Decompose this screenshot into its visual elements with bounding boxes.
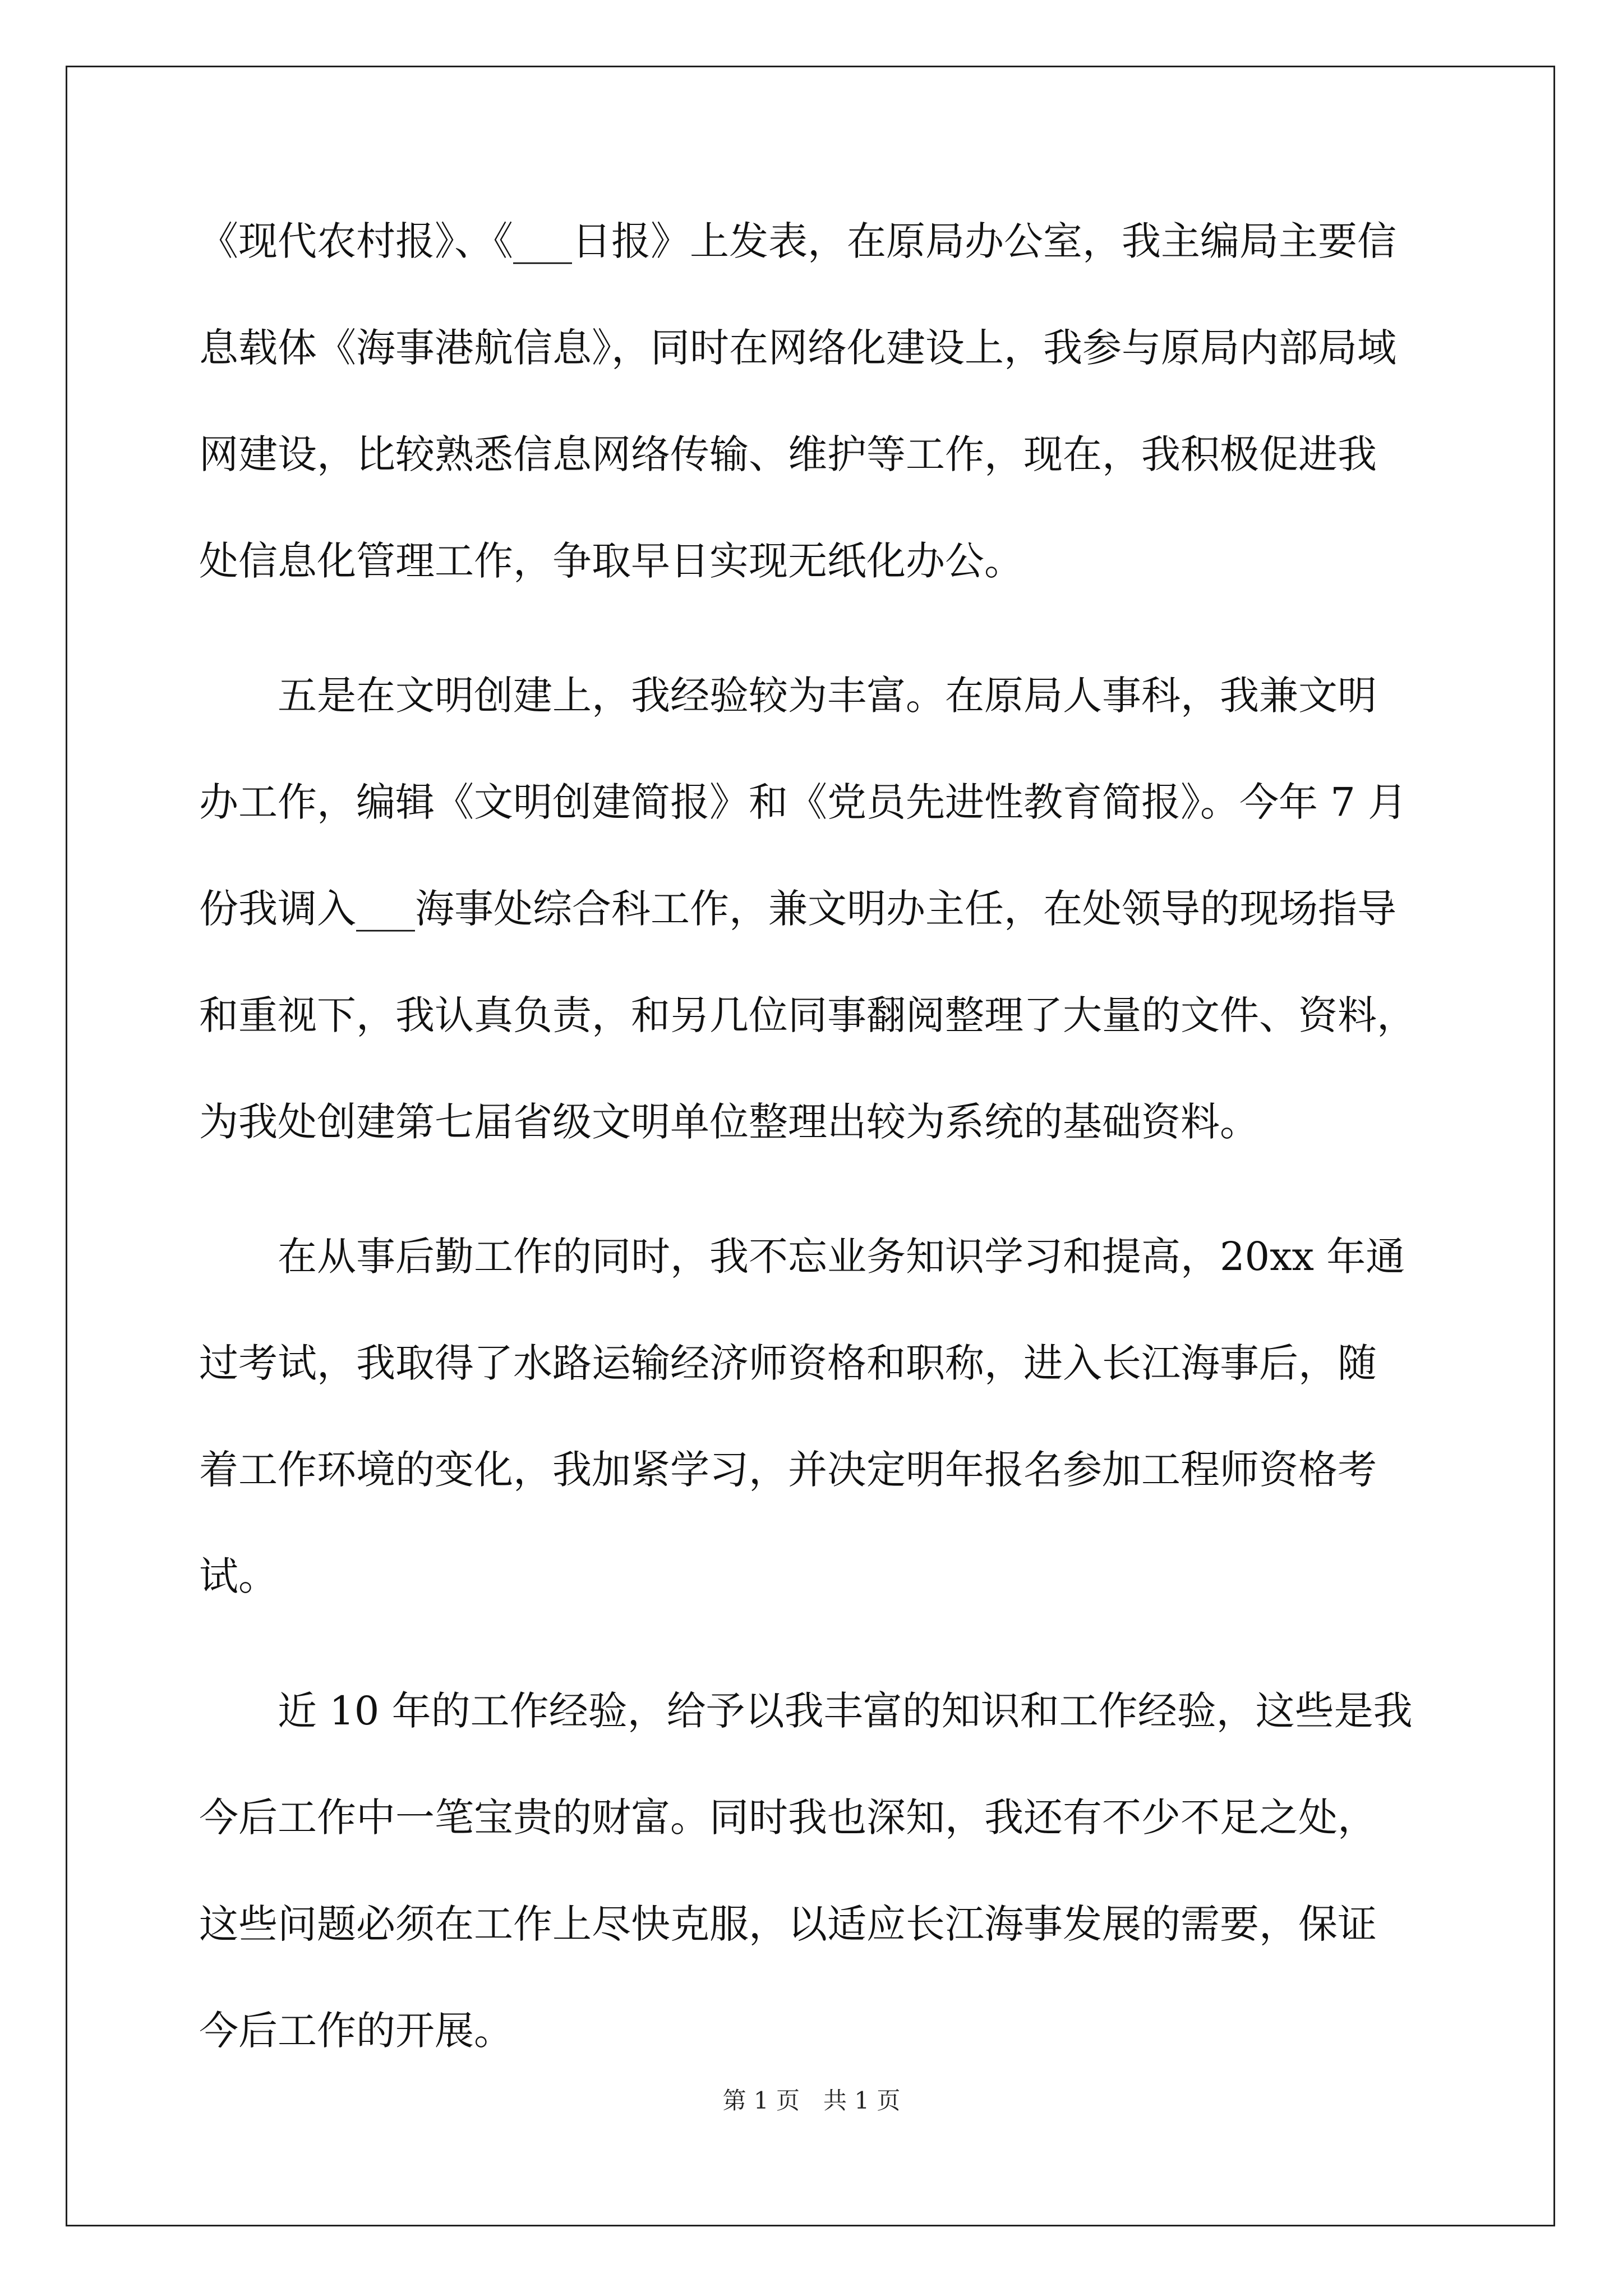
text-line: 过考试，我取得了水路运输经济师资格和职称，进入长江海事后，随 (199, 1340, 1377, 1386)
paragraph-start-line: 近 10 年的工作经验，给予以我丰富的知识和工作经验，这些是我 (278, 1688, 1413, 1734)
text-line: 息载体《海事港航信息》，同时在网络化建设上，我参与原局内部局域 (199, 325, 1396, 371)
paragraph-start-line: 在从事后勤工作的同时，我不忘业务知识学习和提高，20xx 年通 (278, 1234, 1405, 1280)
text-line: 为我处创建第七届省级文明单位整理出较为系统的基础资料。 (199, 1099, 1259, 1145)
text-line: 处信息化管理工作，争取早日实现无纸化办公。 (199, 538, 1023, 584)
text-line: 份我调入___海事处综合科工作，兼文明办主任，在处领导的现场指导 (199, 886, 1396, 932)
text-line: 办工作，编辑《文明创建简报》和《党员先进性教育简报》。今年 7 月 (199, 779, 1408, 825)
text-line: 网建设，比较熟悉信息网络传输、维护等工作，现在，我积极促进我 (199, 431, 1377, 477)
text-line: 着工作环境的变化，我加紧学习，并决定明年报名参加工程师资格考 (199, 1447, 1377, 1493)
text-line: 这些问题必须在工作上尽快克服，以适应长江海事发展的需要，保证 (199, 1901, 1377, 1947)
text-line: 《现代农村报》、《___日报》上发表，在原局办公室，我主编局主要信 (199, 218, 1396, 264)
text-line: 今后工作中一笔宝贵的财富。同时我也深知，我还有不少不足之处， (199, 1795, 1377, 1841)
paragraph-start-line: 五是在文明创建上，我经验较为丰富。在原局人事科，我兼文明 (278, 673, 1377, 719)
text-line: 试。 (199, 1553, 278, 1599)
text-line: 今后工作的开展。 (199, 2008, 513, 2054)
page-number-footer: 第 1 页 共 1 页 (722, 2087, 901, 2114)
text-line: 和重视下，我认真负责，和另几位同事翻阅整理了大量的文件、资料， (199, 992, 1416, 1038)
